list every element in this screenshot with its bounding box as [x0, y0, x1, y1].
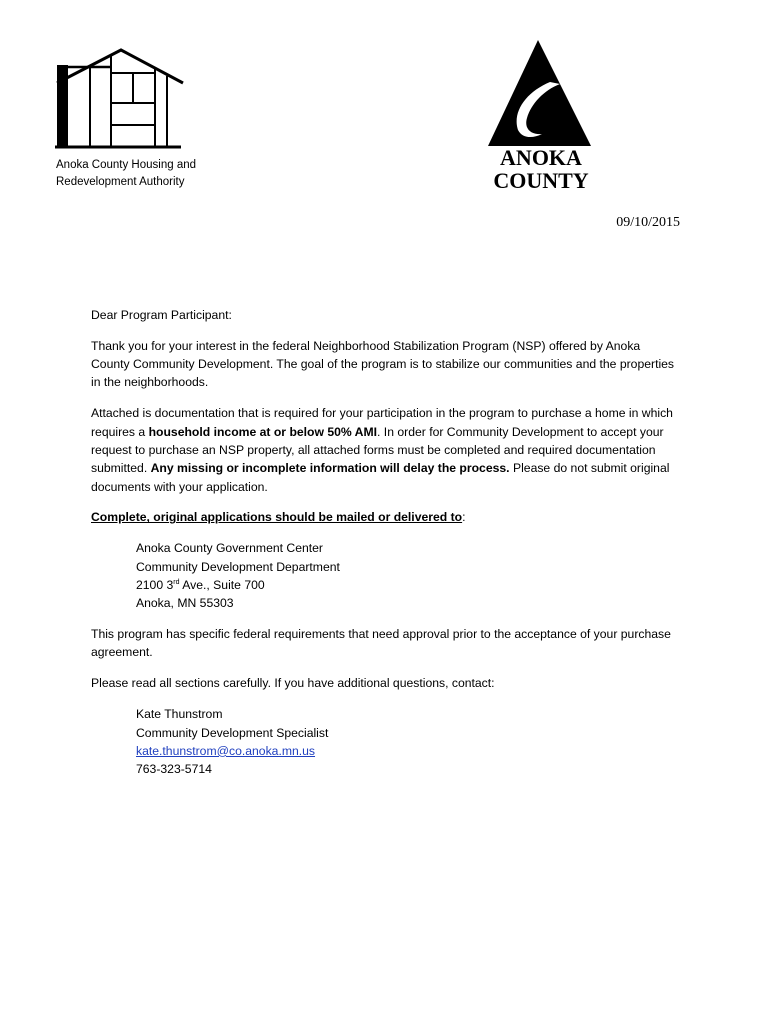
mail-heading-text: Complete, original applications should be mailed or delivered to: [91, 510, 463, 525]
address-street-number: 2100 3: [136, 577, 174, 592]
contact-title: Community Development Specialist: [136, 725, 329, 740]
address-line4: Anoka, MN 55303: [136, 596, 234, 611]
address-line1: Anoka County Government Center: [136, 541, 323, 556]
paragraph-contact: Please read all sections carefully. If you have additional questions, contact:: [91, 676, 495, 691]
letter-body: [91, 306, 681, 791]
county-logo-line2: COUNTY: [493, 168, 589, 190]
contact-phone: 763-323-5714: [136, 762, 212, 777]
org-name: [56, 157, 256, 191]
address-ordinal: rd: [173, 578, 180, 586]
org-name-line1: Anoka County Housing and: [56, 159, 197, 171]
address-line3: [136, 578, 265, 592]
address-street-rest: Ave., Suite 700: [179, 577, 265, 592]
income-requirement: household income at or below 50% AMI: [148, 424, 378, 439]
requirements-text-1: Attached is documentation that is required for your participation in the program to purchase a home in which requires a: [91, 406, 673, 439]
mail-heading: [91, 508, 681, 526]
paragraph-requirements: [91, 404, 681, 495]
address-line2: Community Development Department: [136, 559, 340, 574]
triangle-swoosh-icon: [486, 38, 596, 190]
county-logo-line1: ANOKA: [500, 145, 582, 170]
requirements-text-2: . In order for Community Development to accept your request to purchase an NSP property, all attached forms must be completed and required documentation submitted.: [91, 424, 664, 476]
house-frame-icon: [55, 45, 185, 150]
missing-info-warning: Any missing or incomplete information will delay the process.: [150, 461, 510, 476]
requirements-text-3: Please do not submit original documents with your application.: [91, 461, 670, 494]
mail-heading-colon: :: [462, 510, 466, 525]
org-name-line2: Redevelopment Authority: [56, 176, 185, 188]
paragraph-intro: Thank you for your interest in the federal Neighborhood Stabilization Program (NSP) offered by Anoka County Community Development. The goal of the program is to stabilize our communities and the properties in the neighborhoods.: [91, 338, 675, 390]
salutation: Dear Program Participant:: [91, 308, 232, 322]
contact-email-link[interactable]: kate.thunstrom@co.anoka.mn.us: [136, 743, 316, 758]
paragraph-federal: This program has specific federal requirements that need approval prior to the acceptance of your purchase agreement.: [91, 627, 671, 660]
contact-block: [91, 705, 681, 778]
letter-date: 09/10/2015: [616, 215, 680, 230]
contact-name: Kate Thunstrom: [136, 707, 223, 722]
mailing-address: [91, 539, 681, 612]
